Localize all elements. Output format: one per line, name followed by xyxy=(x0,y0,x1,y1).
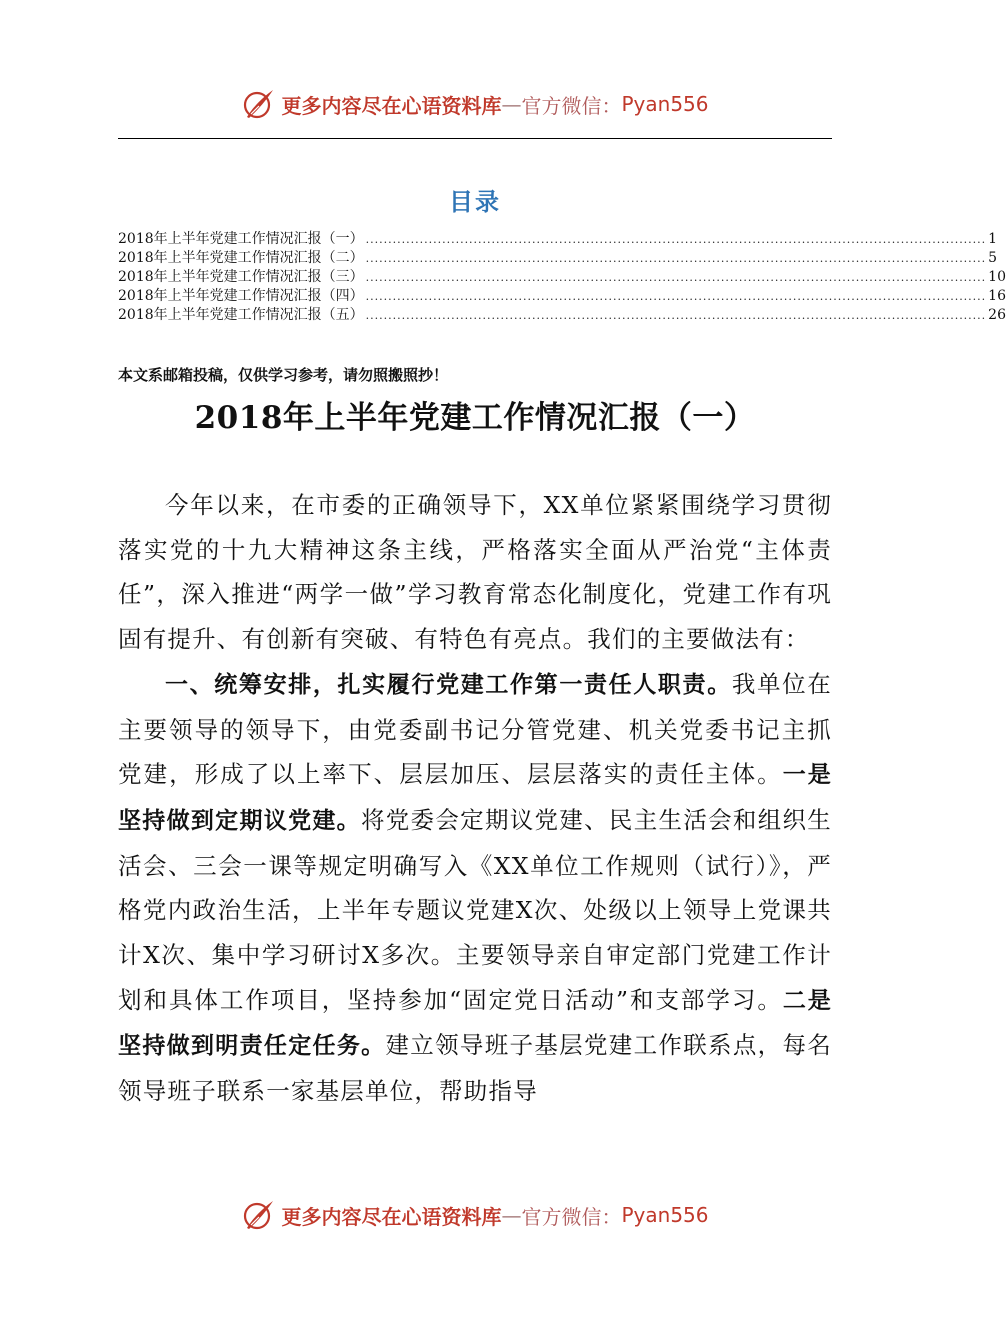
paragraph-text: 我单位在主要领导的领导下，由党委副书记分管党建、机关党委书记主抓党建，形成了以上率下、层层加压、层层落实的责任主体。 xyxy=(118,669,832,789)
toc-entry[interactable] xyxy=(118,230,998,249)
toc-entry[interactable] xyxy=(118,268,1006,287)
banner-dash: — xyxy=(501,1203,522,1227)
banner-brand-text: 更多内容尽在心语资料库 xyxy=(281,1204,502,1229)
toc-leader-dots: .......................................................................................................................................... xyxy=(365,233,987,246)
table-of-contents xyxy=(118,230,1006,325)
point-heading: 二是坚持做到明责任定任务。 xyxy=(118,987,832,1060)
toc-entry-page: 5 xyxy=(988,250,998,266)
footer-banner xyxy=(0,1195,950,1235)
toc-entry-title: 2018年上半年党建工作情况汇报（二） xyxy=(118,250,364,266)
paragraph xyxy=(118,483,832,662)
toc-leader-dots: .......................................................................................................................................... xyxy=(365,290,987,303)
toc-leader-dots: .......................................................................................................................................... xyxy=(365,271,987,284)
toc-entry-title: 2018年上半年党建工作情况汇报（四） xyxy=(118,288,364,304)
quill-pen-logo-icon xyxy=(241,1198,275,1232)
paragraph-text: 建立领导班子基层党建工作联系点，每名领导班子联系一家基层单位，帮助指导 xyxy=(118,1031,832,1106)
banner-dash: — xyxy=(501,92,522,116)
quill-pen-logo-icon xyxy=(241,87,275,121)
toc-entry[interactable] xyxy=(118,249,998,268)
copyright-notice: 本文系邮箱投稿，仅供学习参考，请勿照搬照抄！ xyxy=(118,366,449,384)
banner-wechat-label: 官方微信： xyxy=(521,1204,622,1229)
toc-entry-title: 2018年上半年党建工作情况汇报（一） xyxy=(118,231,364,247)
toc-entry[interactable] xyxy=(118,287,1006,306)
document-title: 2018年上半年党建工作情况汇报（一） xyxy=(194,400,756,436)
toc-entry[interactable] xyxy=(118,306,1006,325)
paragraph-text: 今年以来，在市委的正确领导下，XX单位紧紧围绕学习贯彻落实党的十九大精神这条主线，严格落实全面从严治党“主体责任”，深入推进“两学一做”学习教育常态化制度化，党建工作有巩固有提升、有创新有突破、有特色有亮点。我们的主要做法有： xyxy=(118,491,832,654)
point-heading: 一是坚持做到定期议党建。 xyxy=(118,762,833,834)
toc-entry-title: 2018年上半年党建工作情况汇报（五） xyxy=(118,307,364,323)
toc-leader-dots: .......................................................................................................................................... xyxy=(365,252,987,265)
paragraph xyxy=(118,662,832,1114)
toc-entry-page: 10 xyxy=(988,269,1006,285)
toc-title: 目录 xyxy=(449,187,501,216)
document-body xyxy=(118,483,832,1114)
header-banner xyxy=(0,84,950,124)
toc-leader-dots: .......................................................................................................................................... xyxy=(365,309,987,322)
toc-entry-page: 1 xyxy=(988,231,998,247)
header-rule xyxy=(118,138,832,139)
banner-brand-text: 更多内容尽在心语资料库 xyxy=(281,93,502,118)
toc-entry-title: 2018年上半年党建工作情况汇报（三） xyxy=(118,269,364,285)
banner-wechat-id: Pyan556 xyxy=(621,92,709,116)
banner-wechat-label: 官方微信： xyxy=(521,93,622,118)
toc-entry-page: 26 xyxy=(988,307,1006,323)
banner-wechat-id: Pyan556 xyxy=(621,1203,709,1227)
paragraph-text: 将党委会定期议党建、民主生活会和组织生活会、三会一课等规定明确写入《XX单位工作规则（试行）》，严格党内政治生活，上半年专题议党建X次、处级以上领导上党课共计X次、集中学习研讨X多次。主要领导亲自审定部门党建工作计划和具体工作项目，坚持参加“固定党日活动”和支部学习。 xyxy=(118,805,832,1014)
toc-entry-page: 16 xyxy=(988,288,1006,304)
section-heading: 一、统筹安排，扎实履行党建工作第一责任人职责。 xyxy=(165,671,732,698)
